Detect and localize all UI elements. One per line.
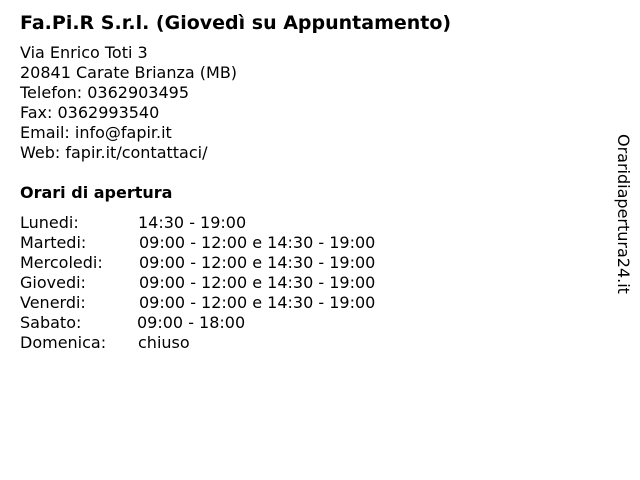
day-hours: 14:30 - 19:00: [138, 213, 247, 232]
day-label: Sabato:: [20, 313, 82, 332]
business-title: Fa.Pi.R S.r.l. (Giovedì su Appuntamento): [20, 12, 452, 34]
phone-number: Telefon: 0362903495: [20, 83, 190, 102]
contact-block: [20, 43, 237, 163]
website-address: Web: fapir.it/contattaci/: [20, 143, 208, 162]
address-city: 20841 Carate Brianza (MB): [20, 63, 238, 82]
email-address: Email: info@fapir.it: [20, 123, 172, 142]
day-hours: 09:00 - 12:00 e 14:30 - 19:00: [139, 273, 376, 292]
opening-hours-heading: Orari di apertura: [20, 183, 173, 202]
address-street: Via Enrico Toti 3: [20, 43, 148, 62]
day-label: Mercoledi:: [20, 253, 103, 272]
day-label: Giovedi:: [20, 273, 86, 292]
day-hours: 09:00 - 12:00 e 14:30 - 19:00: [139, 253, 376, 272]
day-hours: 09:00 - 12:00 e 14:30 - 19:00: [139, 233, 376, 252]
day-label: Venerdi:: [20, 293, 86, 312]
day-label: Martedi:: [20, 233, 87, 252]
day-hours: chiuso: [138, 333, 190, 352]
fax-number: Fax: 0362993540: [20, 103, 160, 122]
day-label: Lunedi:: [20, 213, 79, 232]
day-label: Domenica:: [20, 333, 107, 352]
day-hours: 09:00 - 12:00 e 14:30 - 19:00: [139, 293, 376, 312]
site-watermark: Oraridiapertura24.it: [614, 134, 633, 294]
day-hours: 09:00 - 18:00: [137, 313, 246, 332]
